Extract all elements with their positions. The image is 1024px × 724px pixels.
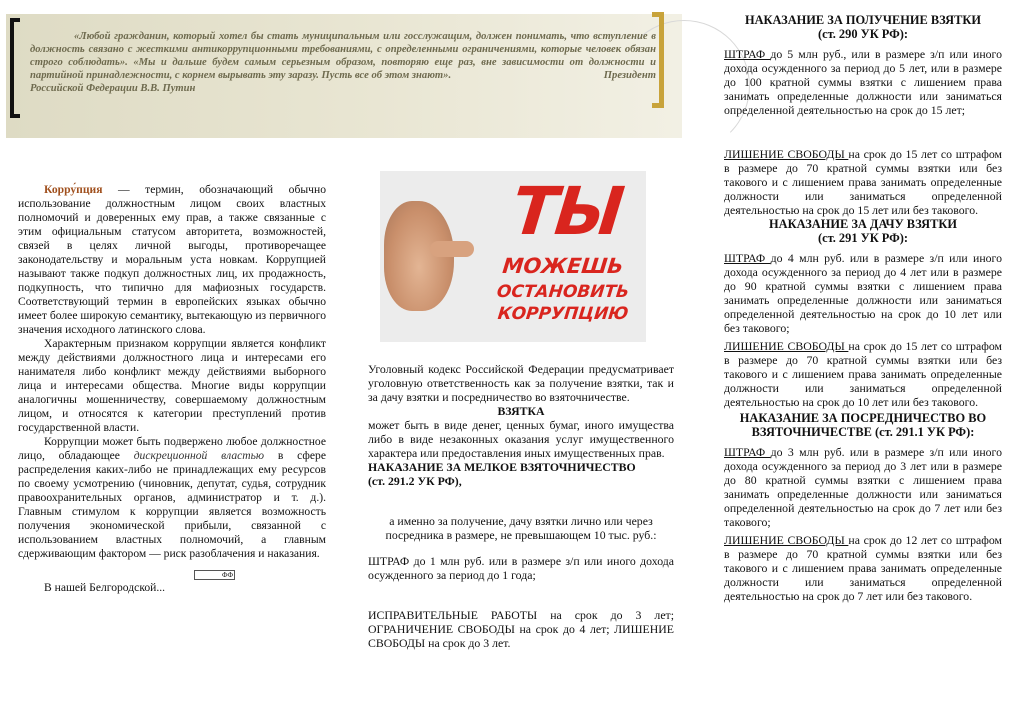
poster-line-1: МОЖЕШЬ (501, 254, 625, 278)
receiving-bribe-article: (ст. 290 УК РФ): (817, 27, 909, 41)
receiving-bribe-heading: НАКАЗАНИЕ ЗА ПОЛУЧЕНИЕ ВЗЯТКИ (744, 13, 982, 27)
small-box-icon: ФФ (194, 570, 235, 580)
left-bracket-decoration (10, 18, 20, 118)
president-quote (30, 30, 656, 95)
criminal-code-column (368, 362, 674, 650)
mediation-prison: ЛИШЕНИЕ СВОБОДЫ на срок до 12 лет со штрафом в размере до 70 кратной суммы взятки или без такового и с лишением права занимать определенные должности или заниматься определенной деятельностью на срок до 7 лет или без такового. (724, 533, 1002, 603)
mediation-heading: НАКАЗАНИЕ ЗА ПОСРЕДНИЧЕСТВО ВО ВЗЯТОЧНИЧЕСТВЕ (ст. 291.1 УК РФ): (739, 411, 987, 439)
term-corruption: Корру́пция (44, 183, 103, 196)
giving-bribe-fine: ШТРАФ до 4 млн руб. или в размере з/п или иного дохода осужденного за период до 4 лет или в размере до 90 кратной суммы взятки с лишением права занимать определенные должности или заниматься определенной деятельностью на срок до 10 лет или без такового; (724, 251, 1002, 335)
bribe-definition: может быть в виде денег, ценных бумаг, иного имущества либо в виде незаконных оказания услуг имущественного характера или предоставления иных имущественных прав. (368, 418, 674, 460)
petty-bribery-article: (ст. 291.2 УК РФ), (368, 474, 462, 488)
receiving-bribe-fine: ШТРАФ до 5 млн руб., или в размере з/п или иного дохода осужденного за период до 5 лет, или в размере до 100 кратной суммы взятки с лишением права занимать определенные должности или заниматься определенной деятельностью на срок до 15 лет; (724, 47, 1002, 117)
criminal-code-intro: Уголовный кодекс Российской Федерации предусматривает уголовную ответственность как за получение взятки, так и за дачу взятки и посредничество во взяточничестве. (368, 362, 674, 404)
giving-bribe-heading: НАКАЗАНИЕ ЗА ДАЧУ ВЗЯТКИ (769, 217, 957, 231)
quote-text: «Любой гражданин, который хотел бы стать муниципальным или госслужащим, должен понимать, что вступление в должность связано с жесткими антикоррупционными требованиями, с определенными ограничениями, которые человек обязан строго соблюдать». «Мы и дальше будем самым серьезным образом, повторяю еще раз, вне зависимости от должности и партийной принадлежности, с корнем вырывать эту заразу. Пусть все об этом знают». (30, 31, 656, 81)
mediation-fine: ШТРАФ до 3 млн руб. или в размере з/п или иного дохода осужденного за период до 3 лет или в размере до 80 кратной суммы взятки с лишением права занимать определенные должности или заниматься определенной деятельностью на срок до 7 лет или без такового; (724, 445, 1002, 529)
quote-author: Президент Российской Федерации В.В. Путин (30, 70, 656, 94)
poster-title: ТЫ (508, 173, 626, 250)
feature-paragraph: Характерным признаком коррупции является конфликт между действиями должностного лица и интересами его нанимателя либо конфликт между действиями выборного лица и интересами общества. Многие виды коррупции аналогичны мошенничеству, совершаемому должностным лицом, и относятся к категории преступлений против государственной власти. (18, 337, 326, 434)
small-icon-row (18, 567, 326, 581)
prison-label: ЛИШЕНИЕ СВОБОДЫ (724, 533, 849, 547)
subject-text-a: Коррупции может быть подвержено любое должностное лицо, обладающее (18, 435, 326, 462)
definition-text: — термин, обозначающий обычно использование должностным лицом своих властных полномочий и доверенных ему прав, а также связанные с этим официальным статусом авторитета, возможностей, связей в целях личной выгоды, противоречащее законодательству и моральным уста новкам. Коррупцией называют также подкуп должностных лиц, их продажность, подкупность, что типично для мафиозных государств. Соответствующий термин в европейских языках обычно имеет более широкую семантику, вытекающую из первичного значения исходного латинского слова. (18, 183, 326, 336)
stop-corruption-poster (380, 171, 646, 342)
receiving-bribe-prison: ЛИШЕНИЕ СВОБОДЫ на срок до 15 лет со штрафом в размере до 70 кратной суммы взятки или без такового и с лишением права занимать определенные должности или заниматься определенной деятельностью на срок до 15 лет или без такового. (724, 147, 1002, 217)
prison-label: ЛИШЕНИЕ СВОБОДЫ (724, 147, 849, 161)
fine-label: ШТРАФ (724, 445, 771, 459)
poster-line-2: ОСТАНОВИТЬ (495, 282, 631, 302)
penalties-column (724, 13, 1002, 603)
petty-bribery-description: а именно за получение, дачу взятки лично или через посредника в размере, не превышающем 10 тыс. руб.: (385, 514, 657, 542)
corruption-definition-column (18, 183, 326, 595)
poster-line-3: КОРРУПЦИЮ (496, 304, 630, 324)
subject-text-b: в сфере распределения каких-либо не принадлежащих ему ресурсов по своему усмотрению (чиновник, депутат, судья, сотрудник правоохранительных органов, администратор и т. д.). Главным стимулом к коррупции является возможность получения экономической прибыли, связанной с использованием властных полномочий, а главным сдерживающим фактором — риск разоблачения и наказания. (18, 449, 326, 560)
bribe-heading: ВЗЯТКА (497, 404, 545, 418)
pointing-finger-image (430, 241, 474, 257)
discretionary-power-link: дискреционной властью (133, 449, 265, 462)
subject-paragraph (18, 435, 326, 561)
fine-label: ШТРАФ (724, 251, 771, 265)
petty-bribery-fine: ШТРАФ до 1 млн руб. или в размере з/п или иного дохода осужденного за период до 1 года; (368, 554, 674, 582)
fine-label: ШТРАФ (724, 47, 771, 61)
giving-bribe-article: (ст. 291 УК РФ): (817, 231, 909, 245)
prison-label: ЛИШЕНИЕ СВОБОДЫ (724, 339, 849, 353)
definition-paragraph (18, 183, 326, 337)
giving-bribe-prison: ЛИШЕНИЕ СВОБОДЫ на срок до 15 лет со штрафом в размере до 70 кратной суммы взятки или без такового и с лишением права занимать определенные должности или заниматься определенной деятельностью на срок до 10 лет или без такового. (724, 339, 1002, 409)
cut-line: В нашей Белгородской... (44, 581, 166, 594)
petty-bribery-other-penalties: ИСПРАВИТЕЛЬНЫЕ РАБОТЫ на срок до 3 лет; ОГРАНИЧЕНИЕ СВОБОДЫ на срок до 4 лет; ЛИШЕНИЕ СВОБОДЫ на срок до 3 лет. (368, 608, 674, 650)
petty-bribery-heading: НАКАЗАНИЕ ЗА МЕЛКОЕ ВЗЯТОЧНИЧЕСТВО (368, 460, 636, 474)
